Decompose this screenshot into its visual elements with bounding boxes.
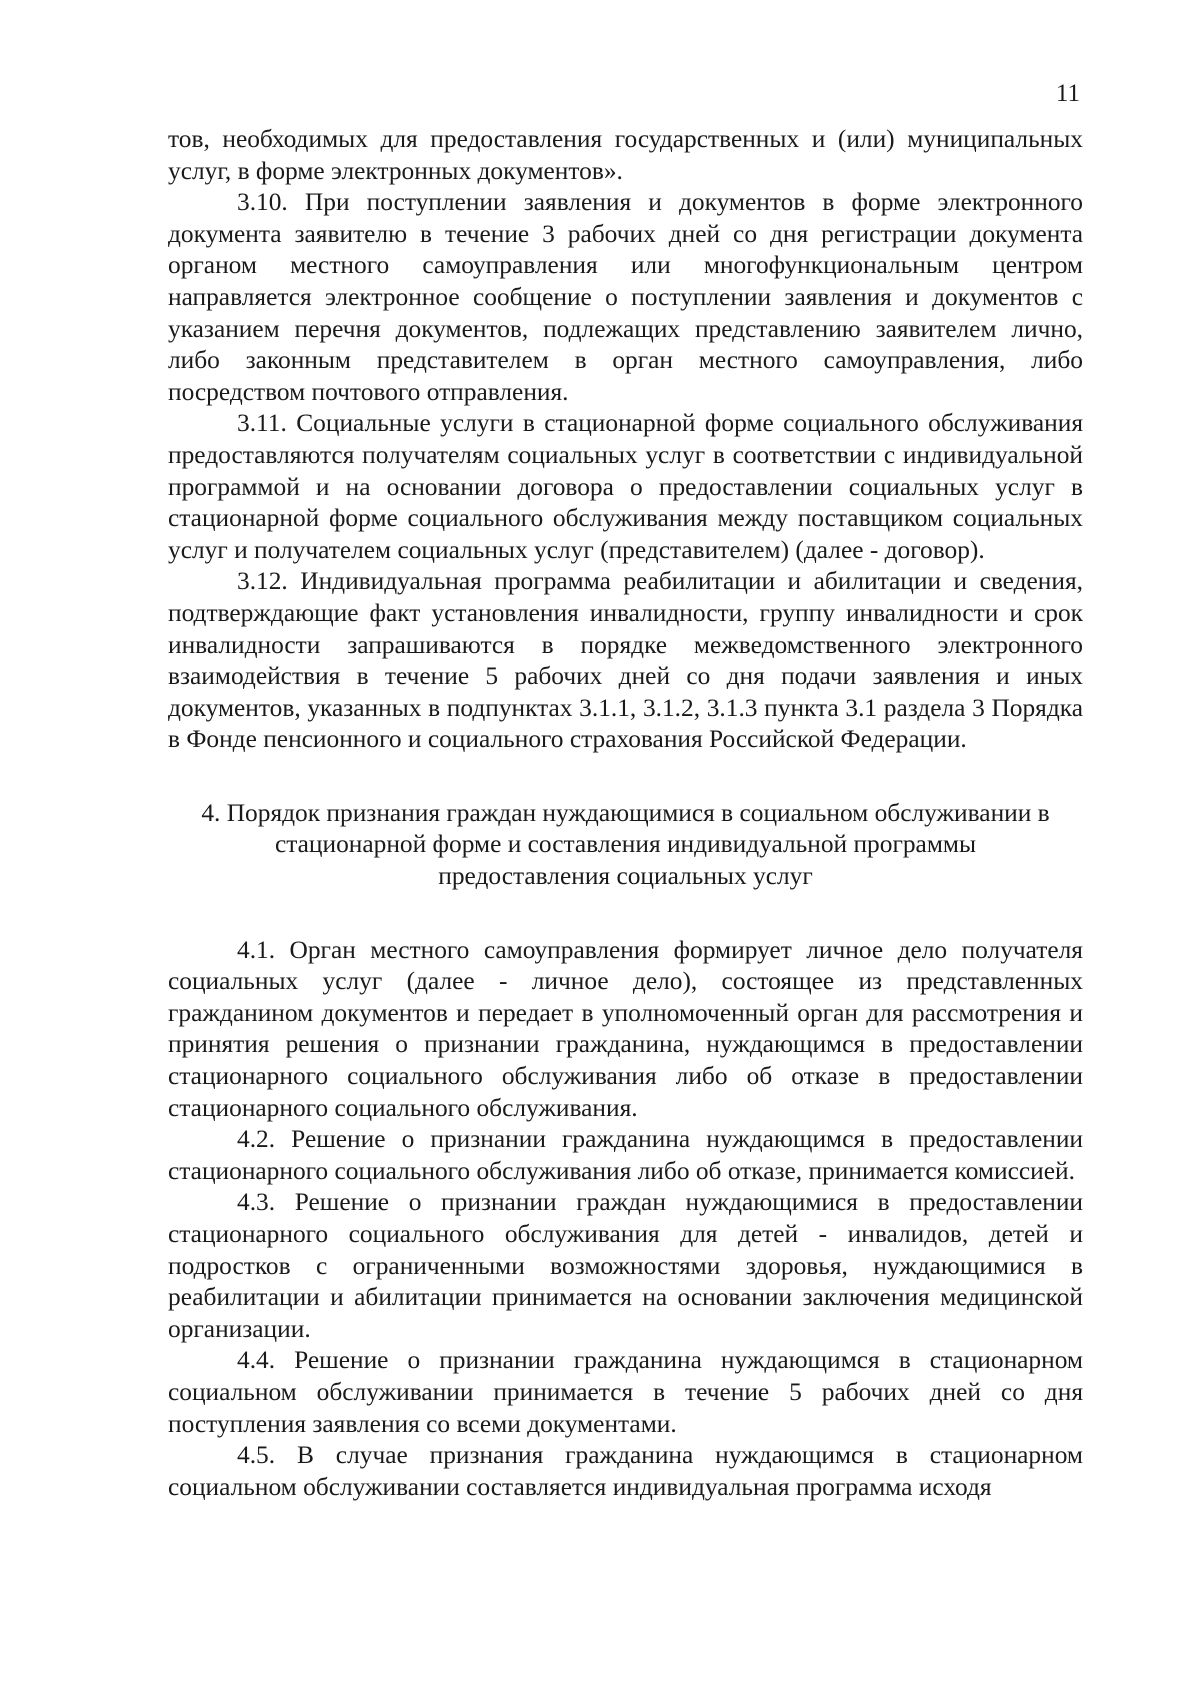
paragraph-4-3: 4.3. Решение о признании граждан нуждающимися в предоставлении стационарного социального обслуживания для детей - инвалидов, детей и подростков с ограниченными возможностями здоровья, нуждающимися в реабилитации и абилитации принимается на основании заключения медицинской организации. [168, 1188, 1083, 1343]
section-4-heading: 4. Порядок признания граждан нуждающимися в социальном обслуживании в стационарной форме и составления индивидуальной программы предоставления социальных услуг [201, 798, 1050, 891]
document-body [168, 124, 1083, 1503]
page-number: 11 [1055, 80, 1080, 107]
paragraph-3-10: 3.10. При поступлении заявления и документов в форме электронного документа заявителю в течение 3 рабочих дней со дня регистрации документа органом местного самоуправления или многофункциональным центром направляется электронное сообщение о поступлении заявления и документов с указанием перечня документов, подлежащих представлению заявителем лично, либо законным представителем в орган местного самоуправления, либо посредством почтового отправления. [168, 188, 1083, 406]
paragraph-continuation: тов, необходимых для предоставления государственных и (или) муниципальных услуг, в форме электронных документов». [168, 125, 1083, 185]
paragraph-4-5: 4.5. В случае признания гражданина нуждающимся в стационарном социальном обслуживании составляется индивидуальная программа исходя [168, 1441, 1083, 1501]
paragraph-4-2: 4.2. Решение о признании гражданина нуждающимся в предоставлении стационарного социального обслуживания либо об отказе, принимается комиссией. [168, 1125, 1083, 1185]
paragraph-3-11: 3.11. Социальные услуги в стационарной форме социального обслуживания предоставляются получателям социальных услуг в соответствии с индивидуальной программой и на основании договора о предоставлении социальных услуг в стационарной форме социального обслуживания между поставщиком социальных услуг и получателем социальных услуг (представителем) (далее - договор). [168, 409, 1083, 564]
paragraph-3-12: 3.12. Индивидуальная программа реабилитации и абилитации и сведения, подтверждающие факт установления инвалидности, группу инвалидности и срок инвалидности запрашиваются в порядке межведомственного электронного взаимодействия в течение 5 рабочих дней со дня подачи заявления и иных документов, указанных в подпунктах 3.1.1, 3.1.2, 3.1.3 пункта 3.1 раздела 3 Порядка в Фонде пенсионного и социального страхования Российской Федерации. [168, 567, 1083, 754]
paragraph-4-4: 4.4. Решение о признании гражданина нуждающимся в стационарном социальном обслуживании принимается в течение 5 рабочих дней со дня поступления заявления со всеми документами. [168, 1346, 1083, 1438]
paragraph-4-1: 4.1. Орган местного самоуправления формирует личное дело получателя социальных услуг (далее - личное дело), состоящее из представленных гражданином документов и передает в уполномоченный орган для рассмотрения и принятия решения о признании гражданина, нуждающимся в предоставлении стационарного социального обслуживания либо об отказе в предоставлении стационарного социального обслуживания. [168, 935, 1083, 1122]
